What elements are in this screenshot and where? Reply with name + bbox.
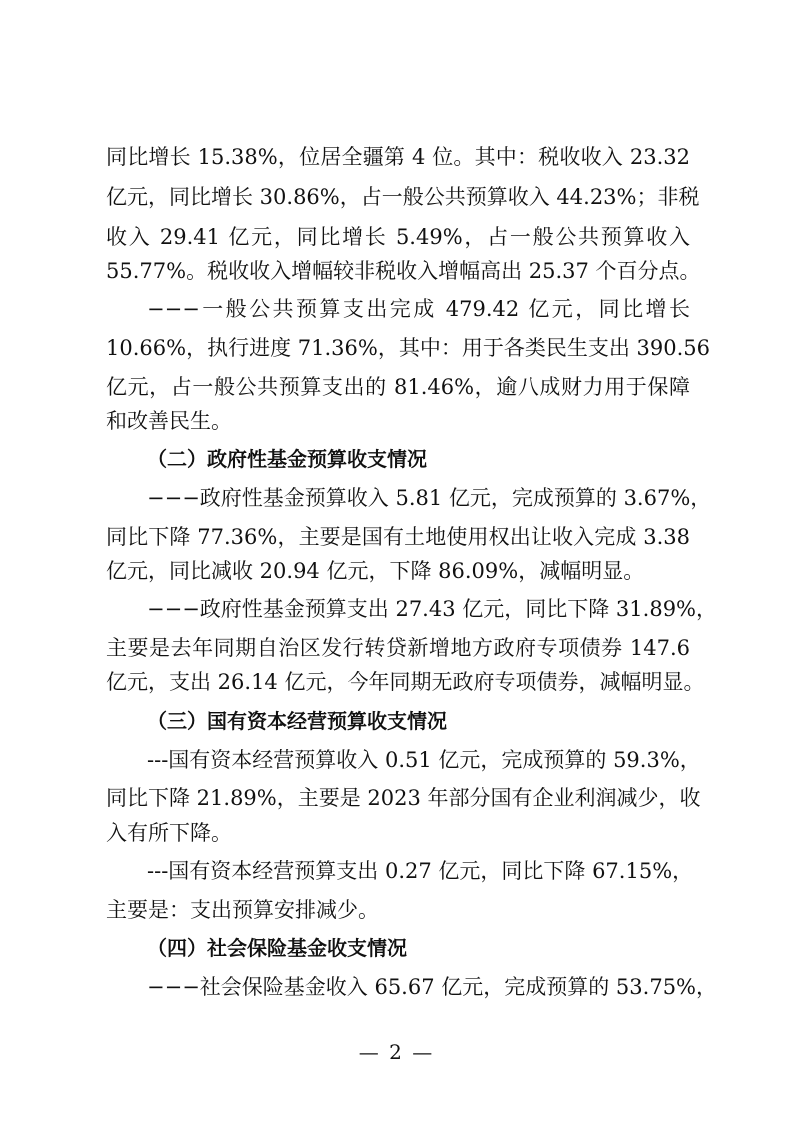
body-text-line: 和改善民生。 [106, 409, 232, 433]
paragraph-start-line: −−−社会保险基金收入 65.67 亿元，完成预算的 53.75%， [147, 975, 718, 999]
body-text-line: 入有所下降。 [106, 821, 232, 845]
section-heading-government-fund: （二）政府性基金预算收支情况 [147, 447, 427, 471]
body-text-line: 同比增长 15.38%，位居全疆第 4 位。其中：税收收入 23.32 [106, 145, 690, 169]
paragraph-start-line: −−−一般公共预算支出完成 479.42 亿元，同比增长 [147, 297, 690, 321]
section-heading-state-capital: （三）国有资本经营预算收支情况 [147, 709, 447, 733]
body-text-line: 55.77%。税收收入增幅较非税收入增幅高出 25.37 个百分点。 [106, 259, 701, 283]
body-text-line: 亿元，占一般公共预算支出的 81.46%，逾八成财力用于保障 [106, 375, 690, 399]
body-text-line: 主要是去年同期自治区发行转贷新增地方政府专项债券 147.6 [106, 636, 690, 660]
body-text-line: 同比下降 21.89%，主要是 2023 年部分国有企业利润减少，收 [106, 786, 701, 810]
body-text-line: 10.66%，执行进度 71.36%，其中：用于各类民生支出 390.56 [106, 336, 710, 360]
body-text-line: 收入 29.41 亿元，同比增长 5.49%，占一般公共预算收入 [106, 225, 690, 249]
body-text-line: 亿元，支出 26.14 亿元，今年同期无政府专项债券，减幅明显。 [106, 670, 705, 694]
paragraph-start-line: ---国有资本经营预算收入 0.51 亿元，完成预算的 59.3%， [147, 748, 701, 772]
paragraph-start-line: ---国有资本经营预算支出 0.27 亿元，同比下降 67.15%， [147, 859, 694, 883]
page-number: — 2 — [358, 1040, 435, 1064]
paragraph-start-line: −−−政府性基金预算收入 5.81 亿元，完成预算的 3.67%， [147, 486, 712, 510]
section-heading-social-insurance: （四）社会保险基金收支情况 [147, 936, 407, 960]
body-text-line: 亿元，同比减收 20.94 亿元，下降 86.09%，减幅明显。 [106, 559, 645, 583]
body-text-line: 亿元，同比增长 30.86%，占一般公共预算收入 44.23%；非税 [106, 185, 700, 209]
body-text-line: 同比下降 77.36%，主要是国有土地使用权出让收入完成 3.38 [106, 525, 690, 549]
paragraph-start-line: −−−政府性基金预算支出 27.43 亿元，同比下降 31.89%， [147, 597, 718, 621]
body-text-line: 主要是：支出预算安排减少。 [106, 898, 379, 922]
